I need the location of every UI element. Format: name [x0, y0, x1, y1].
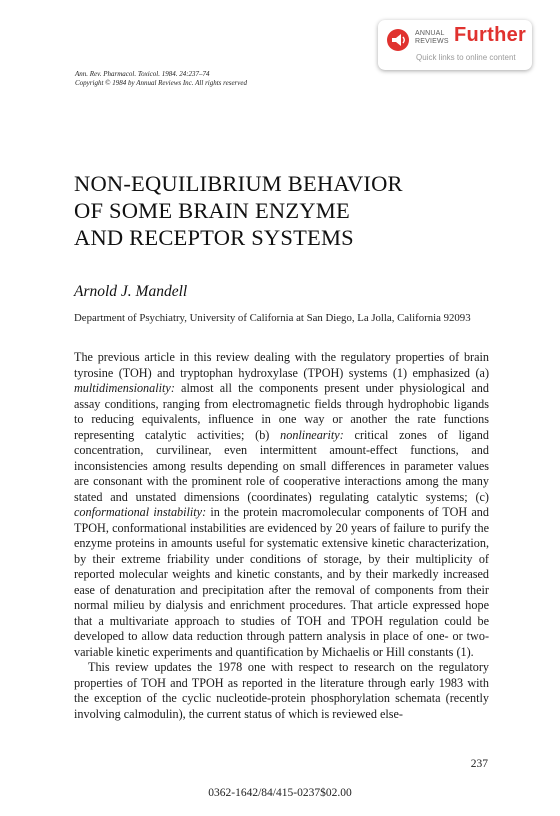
paragraph-text: critical zones of ligand concentration, curvilinear, even intermittent amount-effect functions, and inconsistencies among results depending on small differences in parameter values are consonant with the prominent role of cooperative interactions among the many stated and unstated dimensions (coordinates) regulating catalytic systems; (c) — [74, 427, 489, 504]
emphasis-term: nonlinearity: — [280, 427, 344, 442]
annual-reviews-logo-icon — [387, 29, 409, 51]
badge-publisher: ANNUAL REVIEWS — [415, 30, 449, 45]
badge-further-label: Further — [454, 24, 527, 46]
paragraph: This review updates the 1978 one with respect to research on the regulatory properties of TOH and TPOH as reported in the literature through early 1983 with the exception of the cyclic nucleotide-protein phosphorylation schemata (recently involving calmodulin), the current status of which is reviewed else- — [74, 660, 489, 721]
copyright-line: Copyright © 1984 by Annual Reviews Inc. All rights reserved — [75, 79, 247, 87]
paragraph-text: almost all the components present under physiological and assay conditions, ranging from electromagnetic fields through hydrophobic ligands to reducing equivalents, influence in one way or another the rate functions representing catalytic activities; (b) — [74, 381, 489, 442]
journal-citation — [75, 70, 247, 88]
article-title — [74, 170, 403, 251]
title-line: OF SOME BRAIN ENZYME — [74, 198, 350, 223]
title-line: AND RECEPTOR SYSTEMS — [74, 225, 354, 250]
article-body — [74, 350, 489, 722]
paragraph — [74, 350, 489, 660]
title-line: NON-EQUILIBRIUM BEHAVIOR — [74, 171, 403, 196]
paragraph-text: in the protein macromolecular components of TOH and TPOH, conformational instabilities are evidenced by 20 years of failure to purify the enzyme proteins in amounts useful for systematic extensive kinetic characterization, by their extreme friability under conditions of storage, by their multiplicity of reported molecular weights and kinetic constants, and by their markedly increased ease of denaturation and precipitation after the removal of components from their normal milieu by dialysis and enrichment procedures. That article expressed hope that a multivariate approach to studies of TOH and TPOH regulation could be developed to allow data reduction through pattern analysis in place of one- or two-variable kinetic experiments and quantification by Michaelis or Hill constants (1). — [74, 505, 489, 659]
copyright-code: 0362-1642/84/415-0237$02.00 — [208, 787, 352, 799]
page-number: 237 — [470, 758, 488, 770]
further-links-badge[interactable] — [378, 20, 532, 70]
author-affiliation: Department of Psychiatry, University of California at San Diego, La Jolla, California 92093 — [74, 312, 471, 324]
citation-line: Ann. Rev. Pharmacol. Toxicol. 1984. 24:237–74 — [75, 70, 210, 78]
author-name: Arnold J. Mandell — [74, 283, 188, 300]
paragraph-text: The previous article in this review dealing with the regulatory properties of brain tyrosine (TOH) and tryptophan hydroxylase (TPOH) systems (1) emphasized (a) — [74, 350, 489, 380]
emphasis-term: multidimensionality: — [74, 381, 175, 395]
emphasis-term: conformational instability: — [74, 505, 207, 519]
badge-subtitle: Quick links to online content — [416, 53, 516, 62]
